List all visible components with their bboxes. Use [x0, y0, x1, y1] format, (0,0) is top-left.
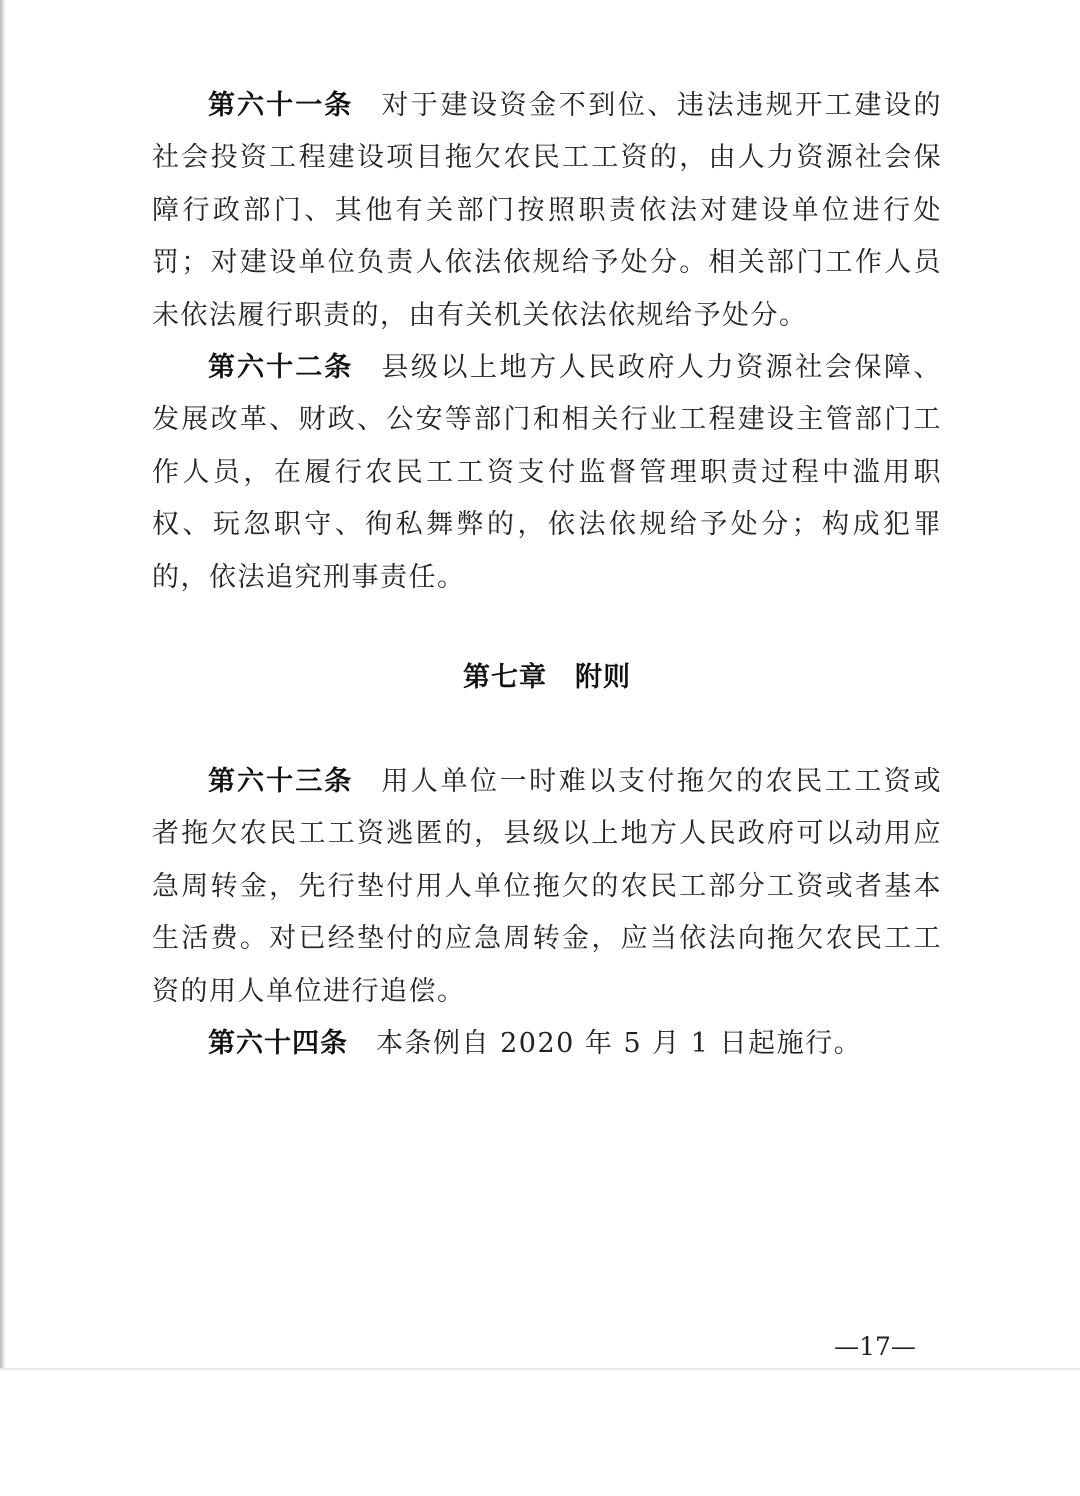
article-64-number: 第六十四条 — [208, 1028, 348, 1060]
article-63-text: 用人单位一时难以支付拖欠的农民工工资或者拖欠农民工工资逃匿的，县级以上地方人民政府可以动用应急周转金，先行垫付用人单位拖欠的农民工部分工资或者基本生活费。对已经垫付的应急周转金，应当依法向拖欠农民工工资的用人单位进行追偿。 — [152, 766, 943, 1007]
page-bottom-edge — [0, 1368, 1080, 1370]
page-left-edge — [0, 0, 6, 1370]
article-61-text: 对于建设资金不到位、违法违规开工建设的社会投资工程建设项目拖欠农民工工资的，由人力资源社会保障行政部门、其他有关部门按照职责依法对建设单位进行处罚；对建设单位负责人依法依规给予处分。相关部门工作人员未依法履行职责的，由有关机关依法依规给予处分。 — [152, 90, 943, 331]
article-61 — [152, 80, 942, 342]
article-64-text: 本条例自 2020 年 5 月 1 日起施行。 — [376, 1028, 863, 1060]
section-articles-61-62 — [152, 80, 942, 604]
article-62-number: 第六十二条 — [208, 352, 354, 384]
article-64 — [152, 1018, 942, 1070]
article-63-number: 第六十三条 — [208, 766, 354, 797]
section-articles-63-64 — [152, 756, 942, 1070]
article-63 — [152, 756, 942, 1018]
article-62 — [152, 342, 942, 604]
article-62-text: 县级以上地方人民政府人力资源社会保障、发展改革、财政、公安等部门和相关行业工程建设主管部门工作人员，在履行农民工工资支付监督管理职责过程中滥用职权、玩忽职守、徇私舞弊的，依法依规给予处分；构成犯罪的，依法追究刑事责任。 — [152, 352, 943, 593]
page-number: —17— — [834, 1332, 916, 1361]
chapter-heading: 第七章 附则 — [463, 662, 631, 693]
article-61-number: 第六十一条 — [208, 90, 354, 121]
